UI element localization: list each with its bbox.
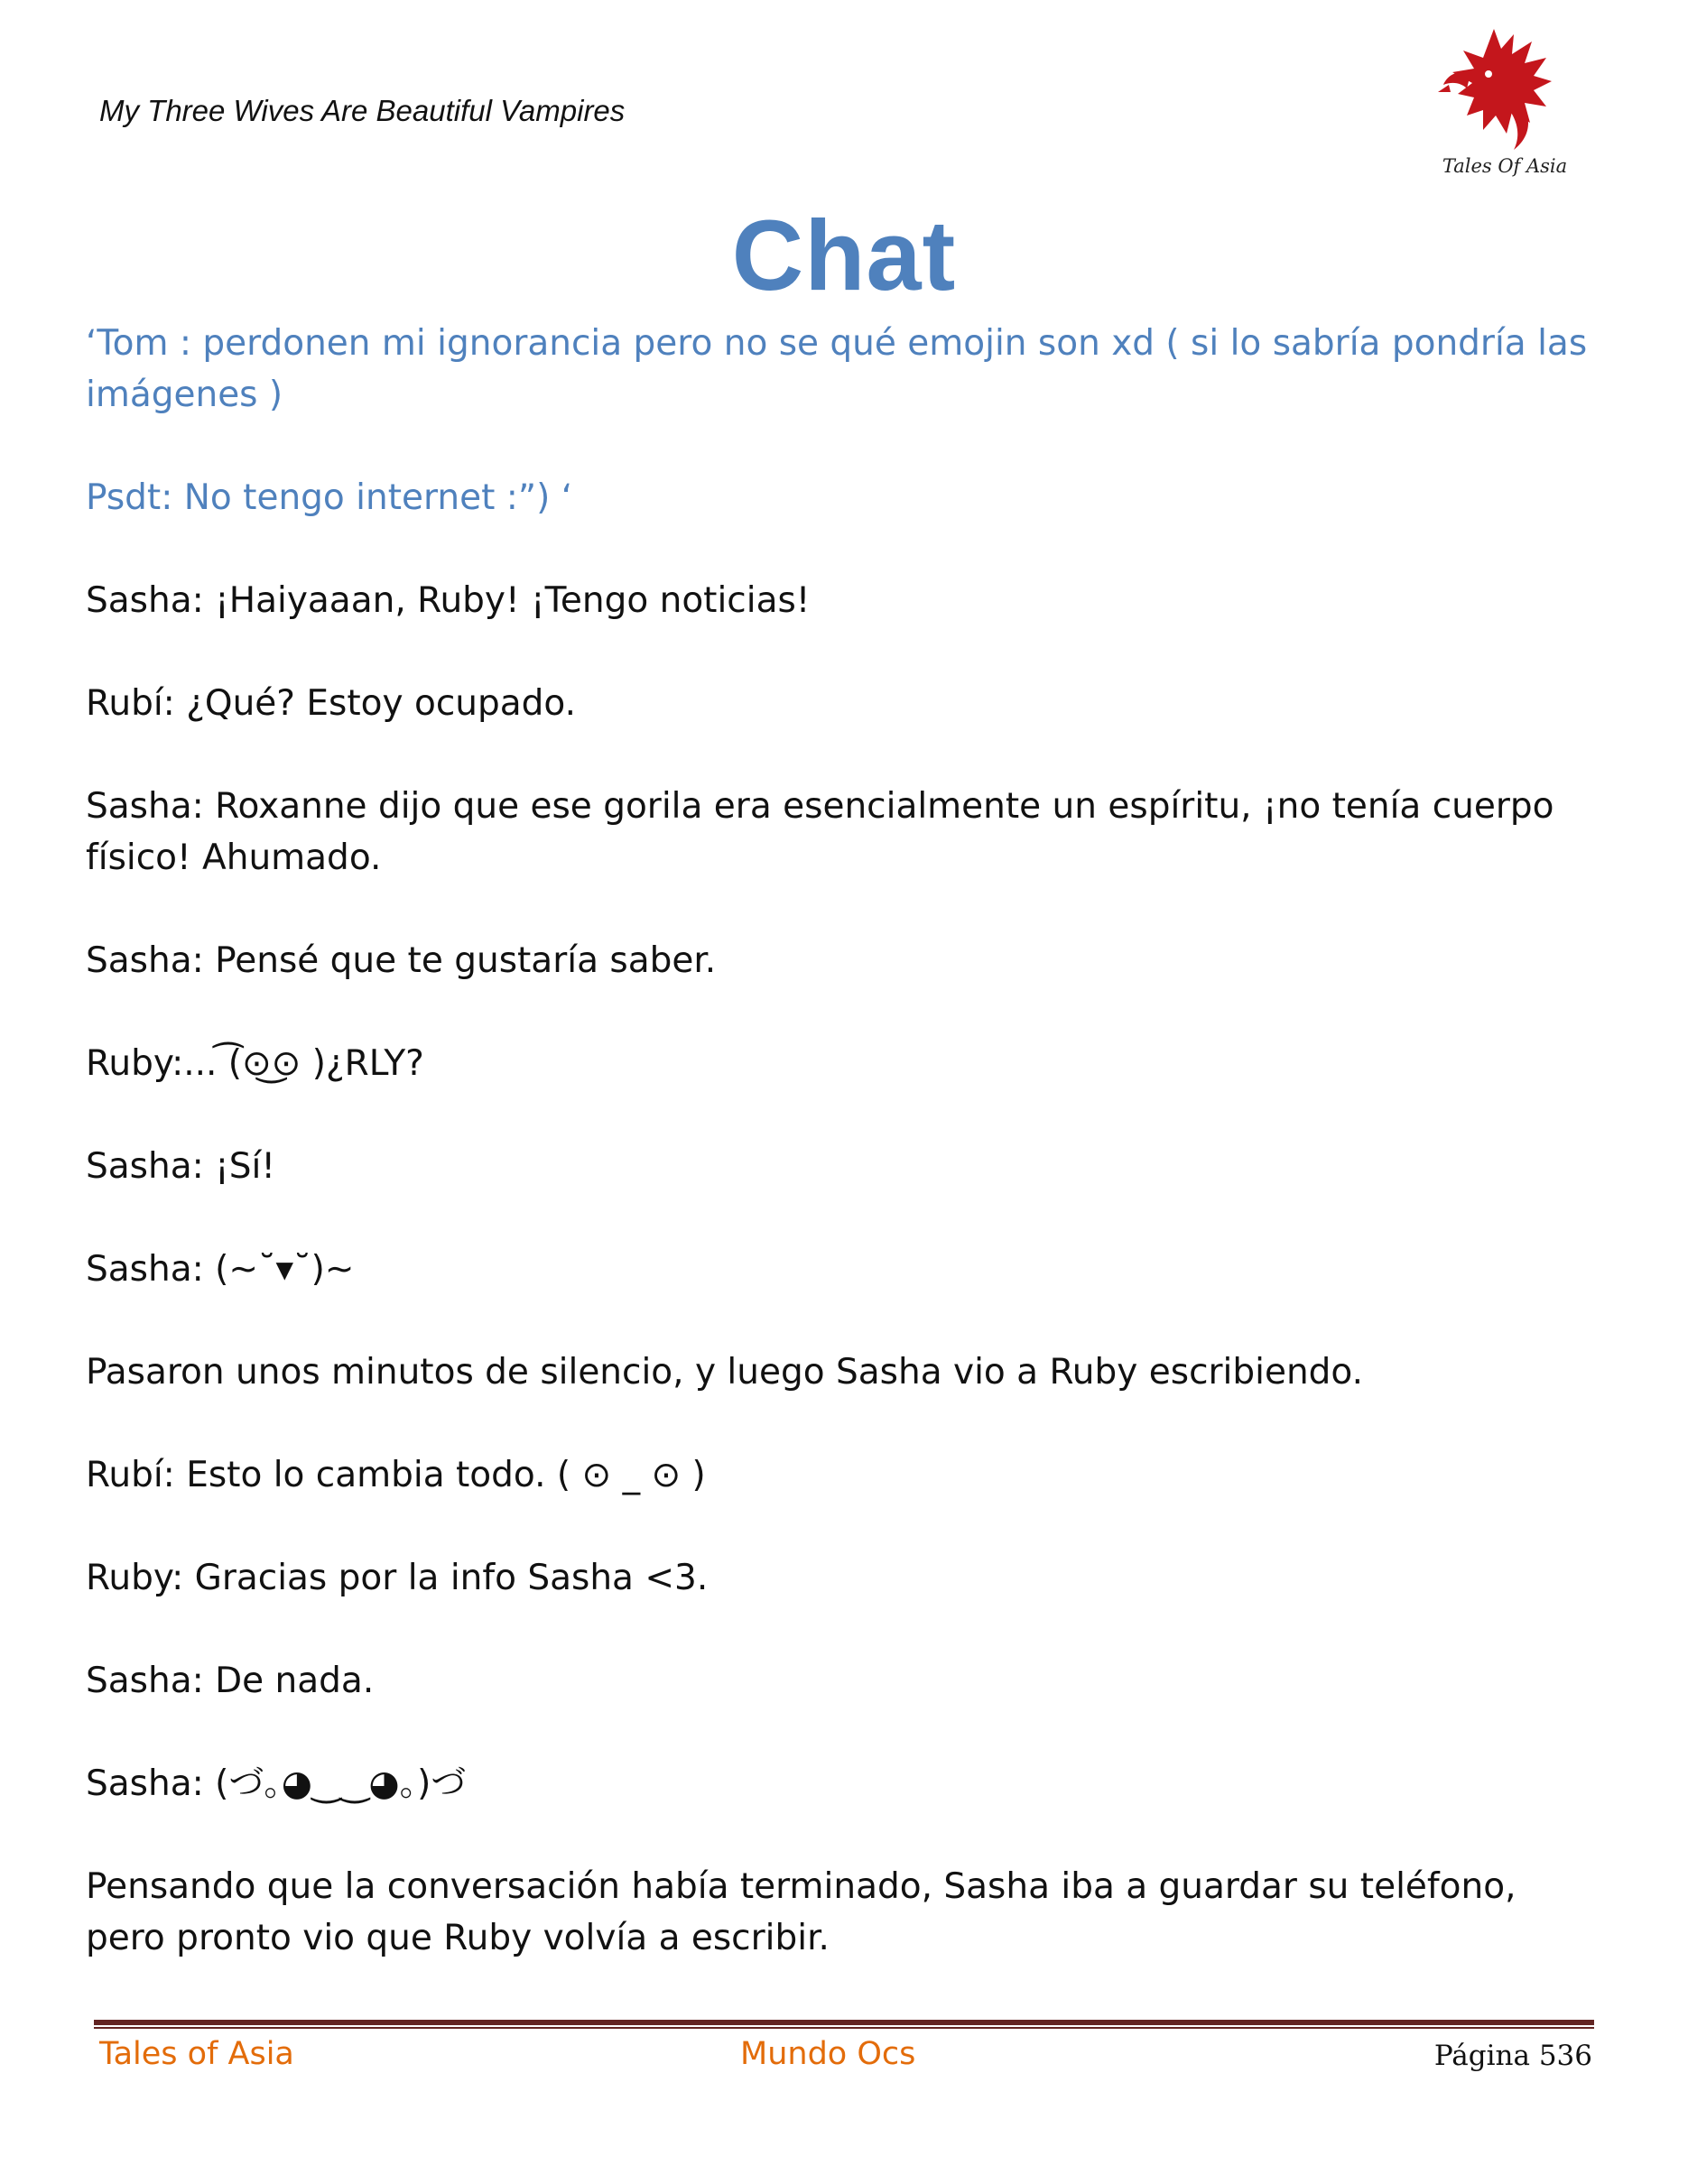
chat-line: Sasha: (づ｡◕‿‿◕｡)づ xyxy=(86,1763,467,1804)
book-title: My Three Wives Are Beautiful Vampires xyxy=(99,94,626,127)
chat-line: Ruby:... ͡(⊙͜⊙ )¿RLY? xyxy=(86,1043,424,1084)
footer-publisher: Tales of Asia xyxy=(99,2036,294,2072)
translator-postscript: Psdt: No tengo internet :”) ‘ xyxy=(86,477,573,518)
publisher-logo xyxy=(1431,22,1566,184)
page-number: Página 536 xyxy=(1433,2040,1592,2072)
chat-line: Sasha: ¡Haiyaaan, Ruby! ¡Tengo noticias! xyxy=(86,580,811,621)
chat-line: Sasha: De nada. xyxy=(86,1661,375,1701)
translator-note: ‘Tom : perdonen mi ignorancia pero no se qué emojin son xd ( si lo sabría pondría las imágenes ) xyxy=(86,323,1588,415)
chat-line: Sasha: ¡Sí! xyxy=(86,1146,275,1187)
red-dragon-icon xyxy=(1431,22,1566,157)
chat-line: Sasha: Roxanne dijo que ese gorila era esencialmente un espíritu, ¡no tenía cuerpo físico! Ahumado. xyxy=(86,786,1554,878)
footer-section: Mundo Ocs xyxy=(740,2036,916,2072)
body-text xyxy=(86,318,1602,2015)
chat-line: Rubí: ¿Qué? Estoy ocupado. xyxy=(86,683,576,724)
narration-paragraph: Pasaron unos minutos de silencio, y luego Sasha vio a Ruby escribiendo. xyxy=(86,1352,1364,1393)
chat-line: Rubí: Esto lo cambia todo. ( ⊙ _ ⊙ ) xyxy=(86,1455,706,1495)
chapter-title: Chat xyxy=(731,200,957,311)
chat-line: Sasha: Pensé que te gustaría saber. xyxy=(86,940,717,981)
narration-paragraph: Pensando que la conversación había terminado, Sasha iba a guardar su teléfono, pero pronto vio que Ruby volvía a escribir. xyxy=(86,1866,1516,1958)
chat-line: Sasha: (~˘▾˘)~ xyxy=(86,1249,355,1290)
chat-line: Ruby: Gracias por la info Sasha <3. xyxy=(86,1558,709,1598)
logo-caption: Tales Of Asia xyxy=(1442,155,1568,177)
footer-divider xyxy=(94,2020,1594,2029)
